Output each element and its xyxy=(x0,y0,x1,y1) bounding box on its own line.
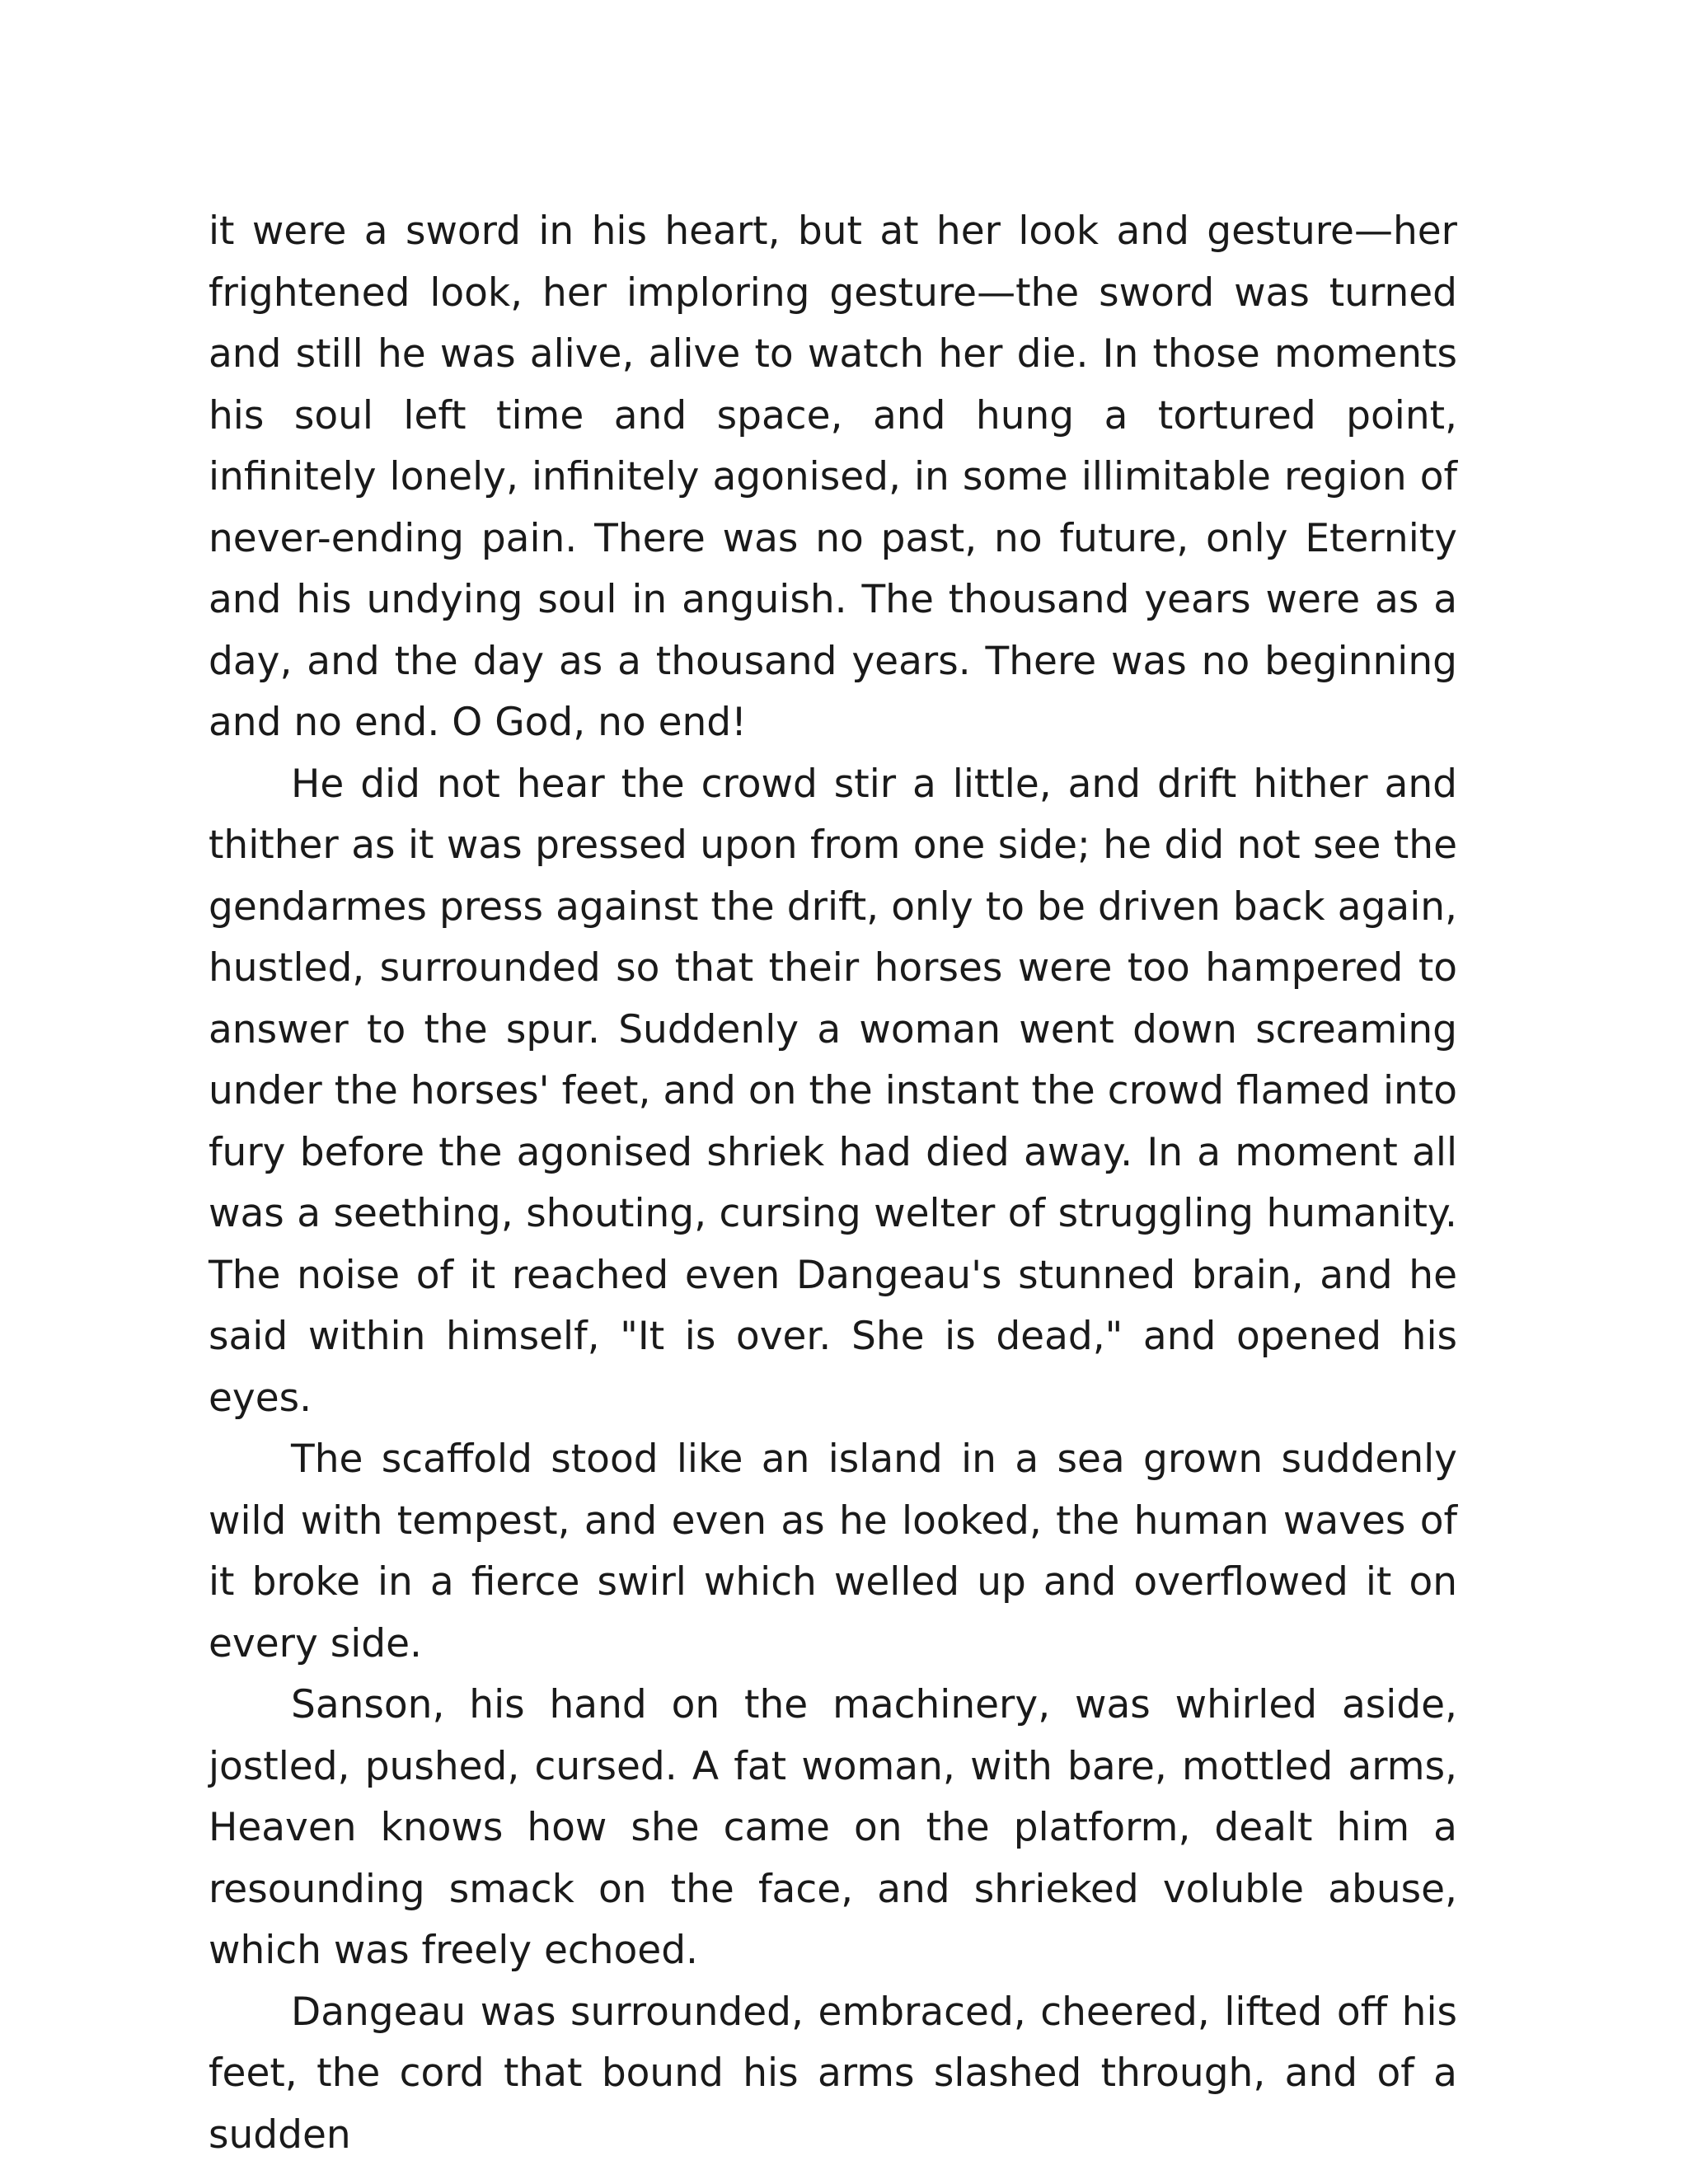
paragraph-scaffold-island: The scaffold stood like an island in a sea grown suddenly wild with tempest, and even as he looked, the human waves of it broke in a fierce swirl which welled up and overflowed it on every side. xyxy=(209,1436,1457,1666)
paragraph-dangeau-surrounded: Dangeau was surrounded, embraced, cheered, lifted off his feet, the cord that bound his arms slashed through, and of a sudden xyxy=(209,1989,1457,2158)
paragraph-continuation: it were a sword in his heart, but at her look and gesture—her frightened look, her imploring gesture—the sword was turned and still he was alive, alive to watch her die. In those moments his soul left time and space, and hung a tortured point, infinitely lonely, infinitely agonised, in some illimitable region of never-ending pain. There was no past, no future, only Eternity and his undying soul in anguish. The thousand years were as a day, and the day as a thousand years. There was no beginning and no end. O God, no end! xyxy=(209,209,1457,745)
paragraph-crowd-stir: He did not hear the crowd stir a little, and drift hither and thither as it was pressed upon from one side; he did not see the gendarmes press against the drift, only to be driven back again, hustled, surrounded so that their horses were too hampered to answer to the spur. Suddenly a woman went down screaming under the horses' feet, and on the instant the crowd flamed into fury before the agonised shriek had died away. In a moment all was a seething, shouting, cursing welter of struggling humanity. The noise of it reached even Dangeau's stunned brain, and he said within himself, "It is over. She is dead," and opened his eyes. xyxy=(209,761,1457,1421)
page-body-text xyxy=(209,201,1457,2166)
paragraph-sanson-jostled: Sanson, his hand on the machinery, was whirled aside, jostled, pushed, cursed. A fat woman, with bare, mottled arms, Heaven knows how she came on the platform, dealt him a resounding smack on the face, and shrieked voluble abuse, which was freely echoed. xyxy=(209,1682,1457,1973)
